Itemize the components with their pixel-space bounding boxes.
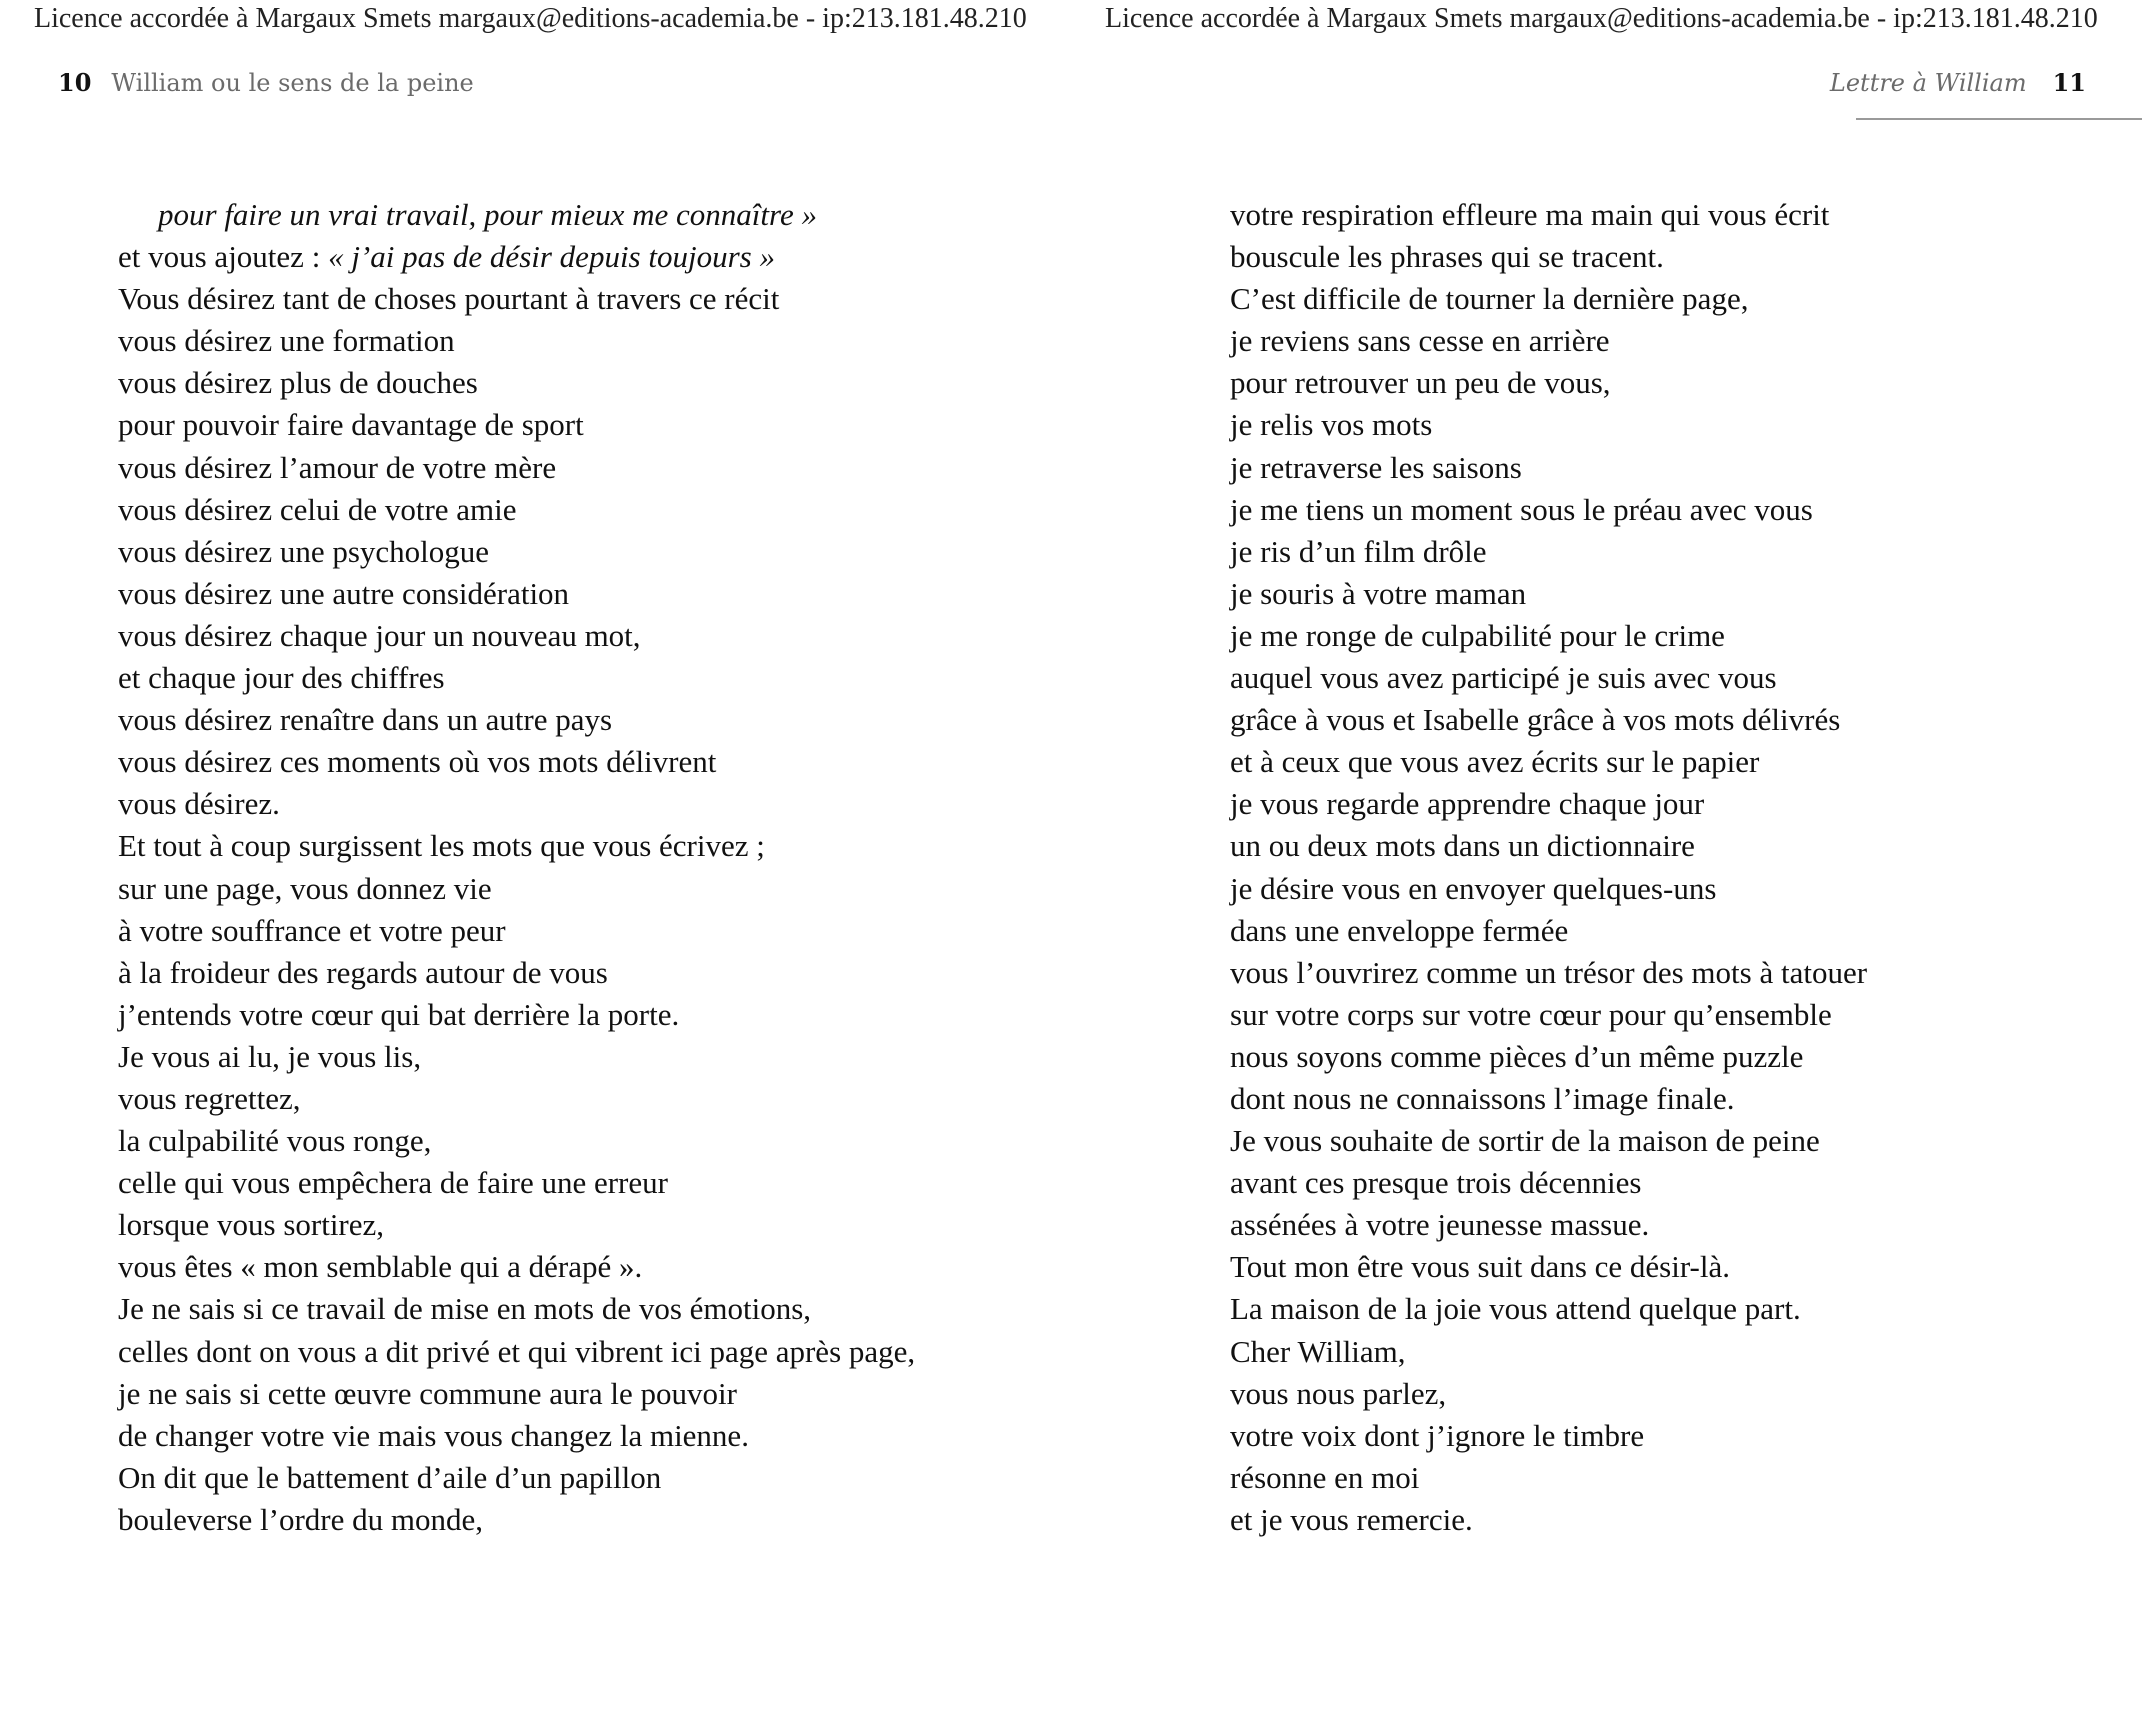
poem-line: Tout mon être vous suit dans ce désir-là. <box>1230 1249 1730 1285</box>
poem-line: Cher William, <box>1230 1333 1406 1369</box>
right-page <box>1071 0 2142 1710</box>
license-watermark: Licence accordée à Margaux Smets margaux@editions-academia.be - ip:213.181.48.210 <box>1105 3 2098 34</box>
poem-line: la culpabilité vous ronge, <box>118 1123 432 1159</box>
poem-line: vous êtes « mon semblable qui a dérapé ». <box>118 1249 643 1285</box>
poem-line-prefix: et vous ajoutez : <box>118 239 329 275</box>
poem-text <box>118 194 915 1541</box>
running-title: William ou le sens de la peine <box>111 69 474 97</box>
poem-line: je ne sais si cette œuvre commune aura le pouvoir <box>118 1375 737 1411</box>
poem-line: avant ces presque trois décennies <box>1230 1165 1642 1201</box>
poem-line: et je vous remercie. <box>1230 1501 1473 1537</box>
poem-line: celles dont on vous a dit privé et qui vibrent ici page après page, <box>118 1333 916 1369</box>
poem-line: vous l’ouvrirez comme un trésor des mots à tatouer <box>1230 954 1868 990</box>
poem-line: assénées à votre jeunesse massue. <box>1230 1207 1650 1243</box>
poem-line: Je vous ai lu, je vous lis, <box>118 1038 422 1074</box>
poem-line: à la froideur des regards autour de vous <box>118 954 608 990</box>
poem-line: dans une enveloppe fermée <box>1230 912 1569 948</box>
poem-line: grâce à vous et Isabelle grâce à vos mots délivrés <box>1230 702 1841 738</box>
poem-line: je relis vos mots <box>1230 407 1433 443</box>
poem-line: j’entends votre cœur qui bat derrière la porte. <box>118 996 680 1032</box>
header-rule <box>1856 118 2142 120</box>
poem-line: je retraverse les saisons <box>1230 449 1522 485</box>
poem-line: je reviens sans cesse en arrière <box>1230 323 1610 359</box>
poem-line: La maison de la joie vous attend quelque part. <box>1230 1291 1801 1327</box>
poem-line-quote: « j’ai pas de désir depuis toujours » <box>328 239 775 275</box>
poem-text <box>1230 194 1867 1541</box>
poem-line: vous désirez l’amour de votre mère <box>118 449 557 485</box>
poem-line: Et tout à coup surgissent les mots que vous écrivez ; <box>118 828 765 864</box>
running-title: Lettre à William <box>1829 69 2027 97</box>
poem-line: bouscule les phrases qui se tracent. <box>1230 239 1664 275</box>
poem-line: à votre souffrance et votre peur <box>118 912 506 948</box>
poem-line: votre voix dont j’ignore le timbre <box>1230 1417 1645 1453</box>
poem-line: vous désirez une formation <box>118 323 455 359</box>
poem-line: vous désirez renaître dans un autre pays <box>118 702 613 738</box>
running-header <box>1830 68 2086 97</box>
poem-line: pour retrouver un peu de vous, <box>1230 365 1611 401</box>
poem-line: lorsque vous sortirez, <box>118 1207 385 1243</box>
poem-line: Je ne sais si ce travail de mise en mots de vos émotions, <box>118 1291 812 1327</box>
poem-line: C’est difficile de tourner la dernière page, <box>1230 281 1749 317</box>
page-number: 11 <box>2052 68 2086 97</box>
poem-line: vous désirez une psychologue <box>118 533 490 569</box>
poem-line: auquel vous avez participé je suis avec vous <box>1230 660 1777 696</box>
poem-line: dont nous ne connaissons l’image finale. <box>1230 1080 1735 1116</box>
running-header <box>58 68 474 97</box>
poem-line: On dit que le battement d’aile d’un papillon <box>118 1459 662 1495</box>
poem-line: sur votre corps sur votre cœur pour qu’ensemble <box>1230 996 1832 1032</box>
poem-line: pour faire un vrai travail, pour mieux me connaître » <box>158 197 817 232</box>
poem-line: Je vous souhaite de sortir de la maison de peine <box>1230 1123 1820 1159</box>
page-number: 10 <box>58 68 92 97</box>
poem-line: vous désirez une autre considération <box>118 575 570 611</box>
poem-line: vous désirez plus de douches <box>118 365 478 401</box>
poem-line: vous regrettez, <box>118 1080 301 1116</box>
poem-line: celle qui vous empêchera de faire une erreur <box>118 1165 668 1201</box>
poem-line: votre respiration effleure ma main qui vous écrit <box>1230 197 1830 232</box>
poem-line: vous désirez chaque jour un nouveau mot, <box>118 617 641 653</box>
poem-line: je désire vous en envoyer quelques-uns <box>1230 870 1717 906</box>
poem-line: Vous désirez tant de choses pourtant à travers ce récit <box>118 281 780 317</box>
poem-line: vous désirez ces moments où vos mots délivrent <box>118 744 717 780</box>
poem-line: résonne en moi <box>1230 1459 1420 1495</box>
poem-line: je vous regarde apprendre chaque jour <box>1230 786 1705 822</box>
poem-line: vous désirez celui de votre amie <box>118 491 517 527</box>
poem-line: bouleverse l’ordre du monde, <box>118 1501 483 1537</box>
poem-line: vous désirez. <box>118 786 280 822</box>
poem-line: et à ceux que vous avez écrits sur le papier <box>1230 744 1760 780</box>
poem-line: de changer votre vie mais vous changez la mienne. <box>118 1417 749 1453</box>
poem-line: je souris à votre maman <box>1230 575 1527 611</box>
poem-line: je ris d’un film drôle <box>1230 533 1487 569</box>
poem-line: je me ronge de culpabilité pour le crime <box>1230 617 1725 653</box>
poem-line: je me tiens un moment sous le préau avec vous <box>1230 491 1813 527</box>
poem-line: vous nous parlez, <box>1230 1375 1447 1411</box>
license-watermark: Licence accordée à Margaux Smets margaux@editions-academia.be - ip:213.181.48.210 <box>34 3 1027 34</box>
poem-line: un ou deux mots dans un dictionnaire <box>1230 828 1695 864</box>
poem-line: sur une page, vous donnez vie <box>118 870 492 906</box>
poem-line: et chaque jour des chiffres <box>118 660 445 696</box>
poem-line: pour pouvoir faire davantage de sport <box>118 407 584 443</box>
poem-line: nous soyons comme pièces d’un même puzzle <box>1230 1038 1804 1074</box>
poem-line <box>118 236 915 278</box>
